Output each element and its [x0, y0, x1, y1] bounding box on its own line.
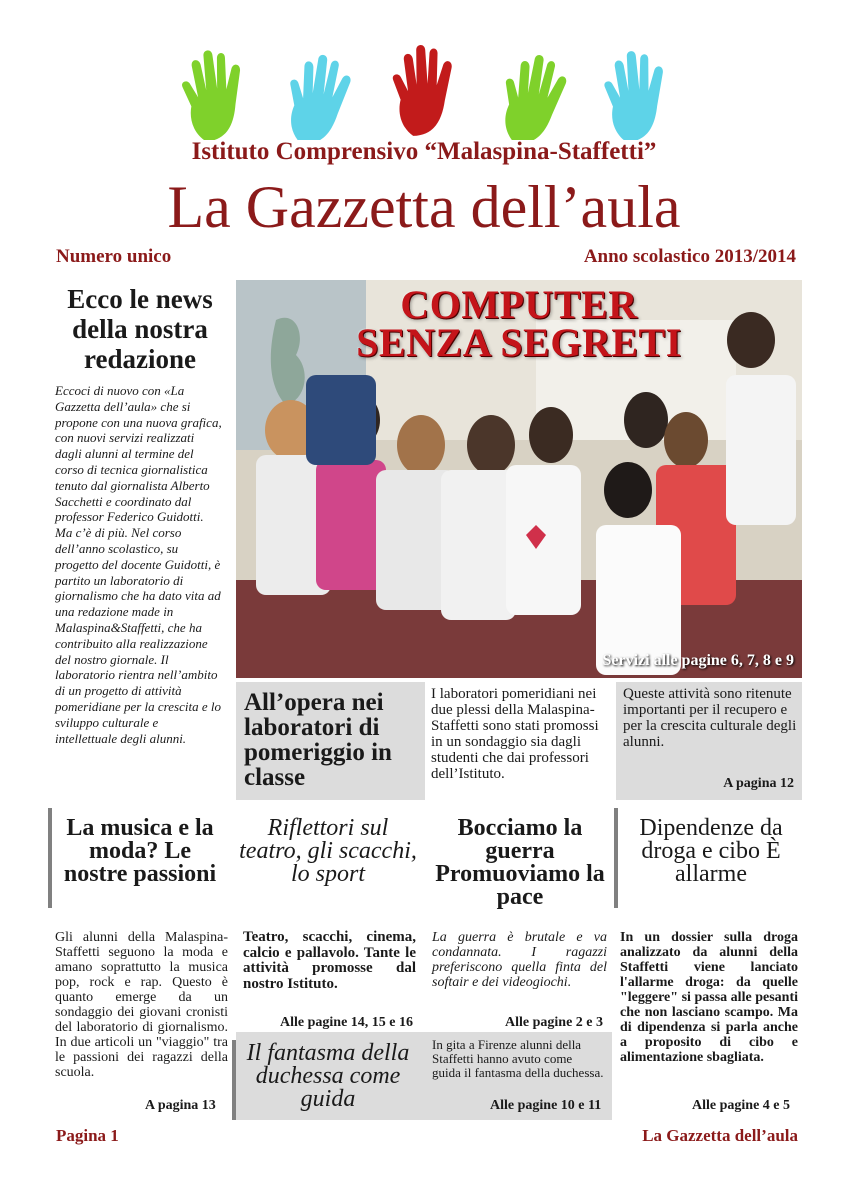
- editorial-heading: Ecco le news della nostra redazione: [67, 284, 213, 374]
- drugs-heading: Dipendenze da droga e cibo È allarme: [639, 815, 783, 887]
- theatre-heading: Riflettori sul teatro, gli scacchi, lo sport: [239, 815, 417, 887]
- school-year: Anno scolastico 2013/2014: [583, 246, 796, 267]
- editorial-body: Eccoci di nuovo con «La Gazzetta dell’aula» che si propone con una nuova grafica, con nuovi servizi realizzati dagli alunni al termine del corso di tecnica giornalistica tenuto dal giornalista Alberto Sacchetti e coordinato dal professor Federico Guidotti. Ma c’è di più. Nel corso dell’anno scolastico, su progetto del docente Guidotti, è partito un laboratorio di giornalismo che ha dato vita ad una redazione made in Malaspina&Staffetti, che ha contribuito alla realizzazione del nostro giornale. Il laboratorio rientra nell’ambito di un progetto di attività pomeridiane per la crescita e lo sviluppo culturale e intellettuale degli alunni.: [55, 383, 222, 746]
- drugs-page-ref: Alle pagine 4 e 5: [692, 1098, 790, 1113]
- hand-icon-1: [178, 46, 250, 140]
- column-rule: [614, 808, 618, 908]
- newspaper-title: La Gazzetta dell’aula: [167, 174, 681, 240]
- music-body: Gli alunni della Malaspina-Staffetti seguono la moda e amano soprattutto la musica pop, rock e rap. Questo è quanto emerge da un sondaggio dei giovani cronisti del laboratorio di giornalismo. In due articoli un "viaggio" tra le passioni dei ragazzi della scuola.: [55, 930, 228, 1080]
- hand-icon-2: [284, 52, 353, 140]
- hand-icon-4: [498, 51, 570, 140]
- hands-logo: [170, 40, 680, 140]
- lab-feature-heading: All’opera nei laboratori di pomeriggio in classe: [244, 689, 392, 791]
- war-page-ref: Alle pagine 2 e 3: [505, 1015, 603, 1030]
- lab-feature-para1: I laboratori pomeridiani nei due plessi della Malaspina-Staffetti sono stati promossi in un sondaggio sia dagli studenti che dai professori dell’Istituto.: [431, 686, 599, 782]
- lab-feature-page-ref: A pagina 12: [723, 776, 794, 791]
- lab-feature-para2: Queste attività sono ritenute importanti per il recupero e per la crescita culturale degli alunni.: [623, 686, 797, 750]
- hand-icon-3: [391, 43, 457, 137]
- issue-label: Numero unico: [56, 246, 172, 267]
- column-rule: [48, 808, 52, 908]
- footer-title: La Gazzetta dell’aula: [642, 1126, 798, 1145]
- cover-headline-line1: COMPUTER: [400, 282, 638, 327]
- florence-note: In gita a Firenze alunni della Staffetti hanno avuto come guida il fantasma della duchessa.: [432, 1037, 604, 1080]
- lab-feature-band: [236, 682, 802, 800]
- theatre-body: Teatro, scacchi, cinema, calcio e pallavolo. Tante le attività promosse dal nostro Istituto.: [243, 929, 416, 992]
- florence-page-ref: Alle pagine 10 e 11: [490, 1098, 602, 1113]
- drugs-body: In un dossier sulla droga analizzato da alunni della Staffetti viene lanciato l'allarme droga: da quelle "leggere" si passa alle pesanti che non lasciano scampo. Ma di dipendenza si parla anche a proposito di cibo e alimentazione sbagliata.: [620, 930, 798, 1065]
- cover-headline: [236, 282, 802, 365]
- cover-photo: [236, 280, 802, 678]
- theatre-page-ref: Alle pagine 14, 15 e 16: [280, 1015, 413, 1030]
- ghost-heading: Il fantasma della duchessa come guida: [246, 1040, 410, 1112]
- hand-icon-5: [601, 48, 670, 140]
- war-heading: Bocciamo la guerra Promuoviamo la pace: [435, 815, 605, 910]
- cover-caption: Servizi alle pagine 6, 7, 8 e 9: [602, 652, 794, 669]
- cover-headline-line2: SENZA SEGRETI: [356, 320, 682, 365]
- page-number: Pagina 1: [56, 1126, 119, 1145]
- music-page-ref: A pagina 13: [145, 1098, 216, 1113]
- institute-name: Istituto Comprensivo “Malaspina-Staffetti”: [191, 138, 657, 165]
- war-body: La guerra è brutale e va condannata. I ragazzi preferiscono quella finta del softair e dei videogiochi.: [432, 930, 607, 990]
- music-heading: La musica e la moda? Le nostre passioni: [63, 815, 217, 887]
